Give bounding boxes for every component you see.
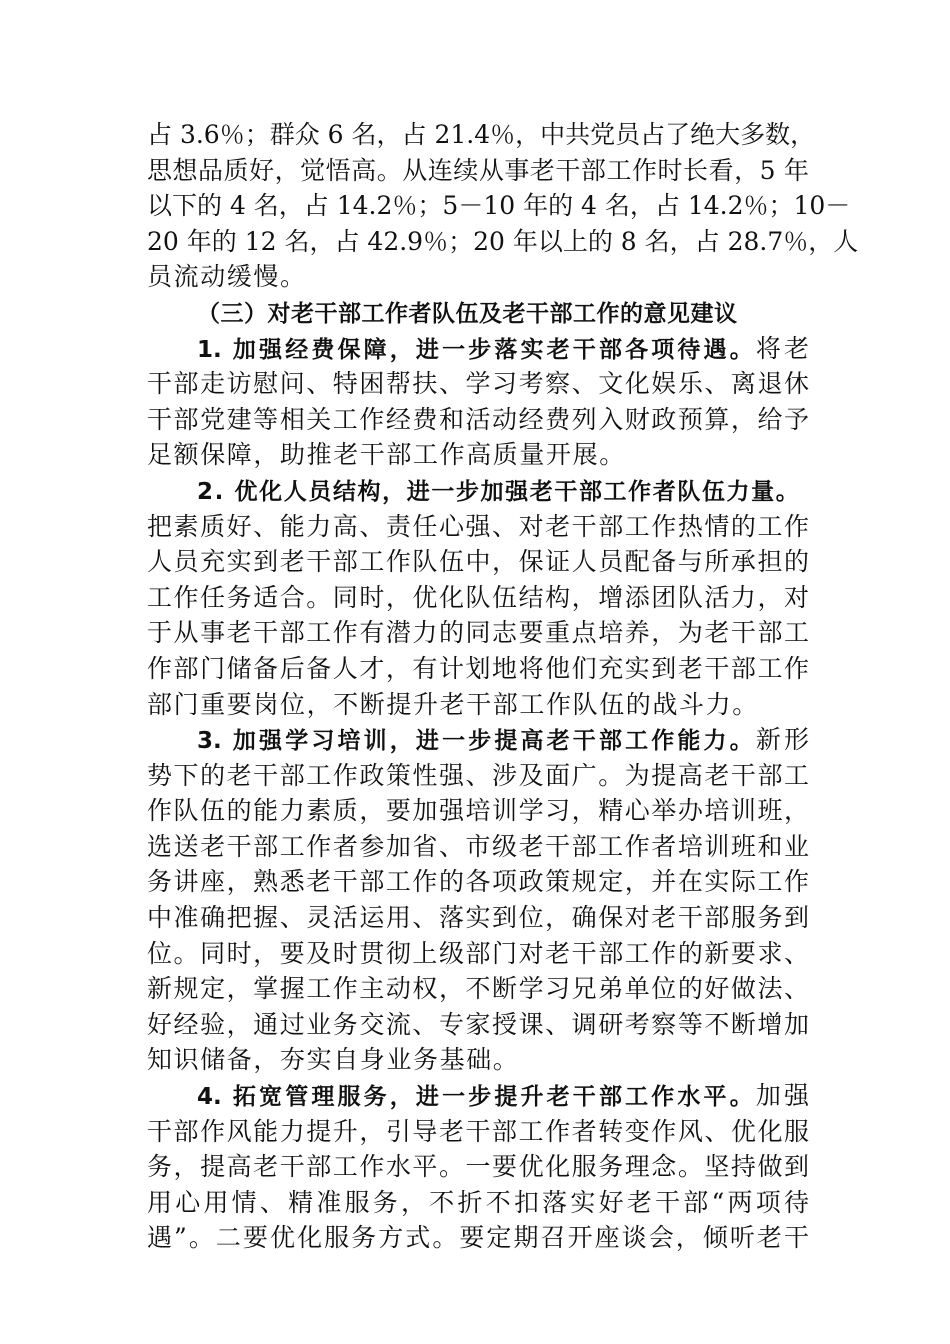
paragraph-line (147, 615, 809, 651)
paragraph-line (147, 651, 809, 687)
line-text: 员流动缓慢。 (147, 262, 307, 292)
line-text: 把素质好、能力高、责任心强、对老干部工作热情的工作 (147, 511, 809, 541)
paragraph-line (147, 971, 809, 1007)
line-text: 好经验，通过业务交流、专家授课、调研考察等不断增加 (147, 1009, 809, 1039)
line-text: 加强 (755, 1081, 809, 1111)
paragraph-line (147, 366, 809, 402)
paragraph-line (147, 402, 809, 438)
section-heading (147, 295, 809, 331)
numbered-item-line (147, 473, 809, 509)
item-heading: 1. 加强经费保障，进一步落实老干部各项待遇。 (197, 336, 756, 363)
line-text: 于从事老干部工作有潜力的同志要重点培养，为老干部工 (147, 618, 809, 648)
item-heading: 3. 加强学习培训，进一步提高老干部工作能力。 (197, 728, 756, 755)
line-text: 部门重要岗位，不断提升老干部工作队伍的战斗力。 (147, 689, 759, 719)
section-heading-text: （三）对老干部工作者队伍及老干部工作的意见建议 (197, 300, 738, 327)
line-text: 务讲座，熟悉老干部工作的各项政策规定，并在实际工作 (147, 867, 809, 897)
line-text: 遇”。二要优化服务方式。要定期召开座谈会，倾听老干 (147, 1223, 809, 1253)
paragraph-line (147, 259, 809, 295)
line-text: 占 3.6％；群众 6 名，占 21.4％，中共党员占了绝大多数， (147, 120, 816, 149)
paragraph-line (147, 687, 809, 723)
line-text: 作部门储备后备人才，有计划地将他们充实到老干部工作 (147, 653, 809, 683)
line-text: 选送老干部工作者参加省、市级老干部工作者培训班和业 (147, 831, 809, 861)
document-body (147, 117, 859, 1256)
paragraph-line (147, 1114, 809, 1150)
numbered-item-line (147, 1078, 809, 1114)
line-text: 干部作风能力提升，引导老干部工作者转变作风、优化服 (147, 1116, 809, 1146)
line-text: 20 年的 12 名，占 42.9％；20 年以上的 8 名，占 28.7％，人 (147, 226, 859, 256)
line-text: 作队伍的能力素质，要加强培训学习，精心举办培训班， (147, 796, 809, 826)
line-text: 中准确把握、灵活运用、落实到位，确保对老干部服务到 (147, 903, 809, 933)
line-text: 位。同时，要及时贯彻上级部门对老干部工作的新要求、 (147, 938, 809, 968)
paragraph-line (147, 1220, 809, 1256)
paragraph-line (147, 1007, 809, 1043)
paragraph-line (147, 224, 859, 260)
paragraph-line (147, 580, 809, 616)
line-text: 务，提高老干部工作水平。一要优化服务理念。坚持做到 (147, 1152, 809, 1182)
line-text: 干部党建等相关工作经费和活动经费列入财政预算，给予 (147, 404, 809, 434)
line-text: 势下的老干部工作政策性强、涉及面广。为提高老干部工 (147, 760, 809, 790)
paragraph-line (147, 900, 809, 936)
paragraph-line (147, 758, 809, 794)
paragraph-line (147, 437, 809, 473)
paragraph-line (147, 1042, 809, 1078)
paragraph-line (147, 1185, 809, 1221)
paragraph-line (147, 793, 809, 829)
numbered-item-line (147, 722, 809, 758)
paragraph-line (147, 936, 809, 972)
paragraph-line (147, 544, 809, 580)
paragraph-line (147, 188, 851, 224)
paragraph-line (147, 1149, 809, 1185)
line-text: 足额保障，助推老干部工作高质量开展。 (147, 440, 626, 470)
paragraph-line (147, 153, 809, 189)
line-text: 工作任务适合。同时，优化队伍结构，增添团队活力，对 (147, 582, 809, 612)
line-text: 人员充实到老干部工作队伍中，保证人员配备与所承担的 (147, 547, 809, 577)
item-heading: 4. 拓宽管理服务，进一步提升老干部工作水平。 (197, 1084, 756, 1111)
line-text: 将老 (755, 333, 809, 363)
line-text: 干部走访慰问、特困帮扶、学习考察、文化娱乐、离退休 (147, 369, 809, 399)
paragraph-line (147, 509, 809, 545)
numbered-item-line (147, 331, 809, 367)
paragraph-line (147, 117, 816, 153)
line-text: 新规定，掌握工作主动权，不断学习兄弟单位的好做法、 (147, 974, 809, 1004)
line-text: 以下的 4 名，占 14.2％；5－10 年的 4 名，占 14.2％；10－ (147, 191, 851, 221)
paragraph-line (147, 829, 809, 865)
line-text: 思想品质好，觉悟高。从连续从事老干部工作时长看，5 年 (147, 155, 809, 185)
item-heading: 2. 优化人员结构，进一步加强老干部工作者队伍力量。 (197, 478, 801, 505)
paragraph-line (147, 864, 809, 900)
line-text: 新形 (755, 725, 809, 755)
line-text: 用心用情、精准服务，不折不扣落实好老干部“两项待 (147, 1187, 809, 1217)
line-text: 知识储备，夯实自身业务基础。 (147, 1045, 520, 1075)
